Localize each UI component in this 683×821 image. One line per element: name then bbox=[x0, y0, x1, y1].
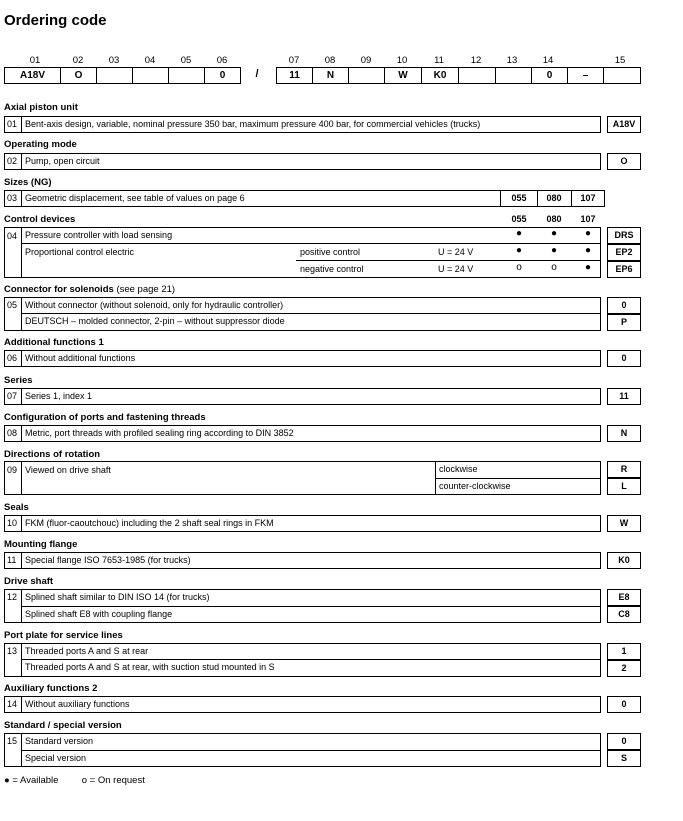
section-heading-sizes: Sizes (NG) bbox=[4, 177, 52, 188]
value-box: R bbox=[607, 461, 641, 478]
value-box: L bbox=[607, 478, 641, 495]
section-heading-rotation: Directions of rotation bbox=[4, 449, 101, 460]
pos-10: 10 bbox=[396, 55, 408, 66]
code-box-09 bbox=[348, 67, 385, 84]
row-num: 01 bbox=[7, 119, 18, 129]
code-box-15 bbox=[603, 67, 641, 84]
row-subtext: positive control bbox=[300, 247, 361, 257]
pos-07: 07 bbox=[288, 55, 300, 66]
row-text: Viewed on drive shaft bbox=[25, 465, 111, 475]
pos-03: 03 bbox=[108, 55, 120, 66]
value-box: W bbox=[607, 515, 641, 532]
row-text: Threaded ports A and S at rear bbox=[25, 646, 149, 656]
value-box: P bbox=[607, 314, 641, 331]
row-num: 08 bbox=[7, 428, 18, 438]
availability-dot: ● bbox=[550, 228, 558, 239]
col-header-080: 080 bbox=[546, 214, 562, 224]
section-heading-aux: Auxiliary functions 2 bbox=[4, 683, 98, 694]
row-num: 06 bbox=[7, 353, 18, 363]
code-box-05 bbox=[168, 67, 205, 84]
section-heading-seals: Seals bbox=[4, 502, 29, 513]
row-num: 07 bbox=[7, 391, 18, 401]
col-header-107: 107 bbox=[580, 214, 596, 224]
value-box: C8 bbox=[607, 606, 641, 623]
legend bbox=[4, 775, 145, 786]
code-box-02: O bbox=[60, 67, 97, 84]
row-text: FKM (fluor-caoutchouc) including the 2 shaft seal rings in FKM bbox=[25, 518, 274, 528]
available-symbol: ● bbox=[4, 775, 10, 786]
availability-dot: ● bbox=[515, 228, 523, 239]
row-voltage: U = 24 V bbox=[438, 264, 474, 274]
value-box: 1 bbox=[607, 643, 641, 660]
row-num: 10 bbox=[7, 518, 18, 528]
pos-08: 08 bbox=[324, 55, 336, 66]
value-box: 0 bbox=[607, 733, 641, 750]
code-box-07: 11 bbox=[276, 67, 313, 84]
row-text: Pump, open circuit bbox=[25, 156, 100, 166]
value-box: O bbox=[607, 153, 641, 170]
pos-14: 14 bbox=[542, 55, 554, 66]
section-heading-mode: Operating mode bbox=[4, 139, 77, 150]
value-box: K0 bbox=[607, 552, 641, 569]
col-header-055: 055 bbox=[511, 214, 527, 224]
row-text: Metric, port threads with profiled sealing ring according to DIN 3852 bbox=[25, 428, 294, 438]
row-text: Without additional functions bbox=[25, 353, 136, 363]
pos-15: 15 bbox=[614, 55, 626, 66]
section-heading-portplate: Port plate for service lines bbox=[4, 630, 123, 641]
row-num: 04 bbox=[7, 231, 18, 241]
availability-dot: ● bbox=[550, 245, 558, 256]
row-text: Threaded ports A and S at rear, with suction stud mounted in S bbox=[25, 662, 275, 672]
request-symbol: o bbox=[81, 775, 88, 786]
pos-05: 05 bbox=[180, 55, 192, 66]
pos-04: 04 bbox=[144, 55, 156, 66]
pos-13: 13 bbox=[506, 55, 518, 66]
section-heading-shaft: Drive shaft bbox=[4, 576, 54, 587]
value-box: A18V bbox=[607, 116, 641, 133]
value-box: 0 bbox=[607, 297, 641, 314]
section-heading-connector: Connector for solenoids (see page 21) bbox=[4, 284, 176, 295]
code-box-03 bbox=[96, 67, 133, 84]
size-080: 080 bbox=[546, 193, 562, 203]
code-box-08: N bbox=[312, 67, 349, 84]
page-title: Ordering code bbox=[4, 12, 107, 29]
row-num: 03 bbox=[7, 193, 18, 203]
code-box-dash: – bbox=[567, 67, 604, 84]
availability-dot: ● bbox=[584, 228, 592, 239]
row-text: Special flange ISO 7653-1985 (for trucks) bbox=[25, 555, 191, 565]
code-box-13 bbox=[495, 67, 532, 84]
pos-12: 12 bbox=[470, 55, 482, 66]
code-box-01: A18V bbox=[4, 67, 61, 84]
pos-11: 11 bbox=[434, 55, 444, 66]
section-heading-series: Series bbox=[4, 375, 33, 386]
code-box-10: W bbox=[384, 67, 422, 84]
pos-06: 06 bbox=[216, 55, 228, 66]
value-box: 2 bbox=[607, 660, 641, 677]
row-text: Special version bbox=[25, 753, 87, 763]
row-num: 13 bbox=[7, 646, 18, 656]
value-box: 0 bbox=[607, 350, 641, 367]
row-num: 12 bbox=[7, 592, 18, 602]
row-num: 14 bbox=[7, 699, 18, 709]
row-subtext: counter-clockwise bbox=[439, 481, 511, 491]
row-subtext: negative control bbox=[300, 264, 364, 274]
section-heading-control: Control devices bbox=[4, 214, 76, 225]
availability-dot: o bbox=[551, 262, 557, 273]
section-heading-flange: Mounting flange bbox=[4, 539, 78, 550]
section-heading-additional: Additional functions 1 bbox=[4, 337, 104, 348]
section-heading-axial: Axial piston unit bbox=[4, 102, 78, 113]
row-text: Proportional control electric bbox=[25, 247, 135, 257]
value-box: N bbox=[607, 425, 641, 442]
pos-01: 01 bbox=[29, 55, 41, 66]
row-text: Series 1, index 1 bbox=[25, 391, 93, 401]
row-num: 11 bbox=[7, 555, 17, 565]
value-box: EP2 bbox=[607, 244, 641, 261]
section-heading-ports: Configuration of ports and fastening threads bbox=[4, 412, 206, 423]
size-107: 107 bbox=[580, 193, 596, 203]
row-num: 09 bbox=[7, 465, 18, 475]
row-text: Splined shaft similar to DIN ISO 14 (for trucks) bbox=[25, 592, 210, 602]
row-num: 02 bbox=[7, 156, 18, 166]
code-box-11: K0 bbox=[421, 67, 459, 84]
request-text: = On request bbox=[89, 775, 145, 786]
code-separator-slash: / bbox=[255, 68, 259, 80]
value-box: E8 bbox=[607, 589, 641, 606]
row-text: Without auxiliary functions bbox=[25, 699, 130, 709]
value-box: S bbox=[607, 750, 641, 767]
row-voltage: U = 24 V bbox=[438, 247, 474, 257]
value-box: 0 bbox=[607, 696, 641, 713]
row-text: Without connector (without solenoid, only for hydraulic controller) bbox=[25, 300, 284, 310]
row-text: Splined shaft E8 with coupling flange bbox=[25, 609, 173, 619]
value-box: DRS bbox=[607, 227, 641, 244]
availability-dot: o bbox=[516, 262, 522, 273]
available-text: = Available bbox=[12, 775, 59, 786]
code-box-06: 0 bbox=[204, 67, 241, 84]
value-box: 11 bbox=[607, 388, 641, 405]
pos-02: 02 bbox=[72, 55, 84, 66]
row-text: Pressure controller with load sensing bbox=[25, 230, 173, 240]
availability-dot: ● bbox=[584, 245, 592, 256]
row-num: 05 bbox=[7, 300, 18, 310]
row-text: Standard version bbox=[25, 736, 94, 746]
pos-09: 09 bbox=[360, 55, 372, 66]
row-num: 15 bbox=[7, 736, 18, 746]
row-subtext: clockwise bbox=[439, 464, 478, 474]
row-series bbox=[4, 388, 601, 405]
value-box: EP6 bbox=[607, 261, 641, 278]
code-box-12 bbox=[458, 67, 496, 84]
code-box-04 bbox=[132, 67, 169, 84]
size-055: 055 bbox=[511, 193, 527, 203]
row-text: DEUTSCH – molded connector, 2-pin – without suppressor diode bbox=[25, 316, 285, 326]
availability-dot: ● bbox=[515, 245, 523, 256]
row-text: Geometric displacement, see table of values on page 6 bbox=[25, 193, 245, 203]
availability-dot: ● bbox=[584, 262, 592, 273]
section-heading-version: Standard / special version bbox=[4, 720, 122, 731]
row-text: Bent-axis design, variable, nominal pressure 350 bar, maximum pressure 400 bar, for commercial vehicles (trucks) bbox=[25, 119, 481, 129]
code-box-14: 0 bbox=[531, 67, 568, 84]
